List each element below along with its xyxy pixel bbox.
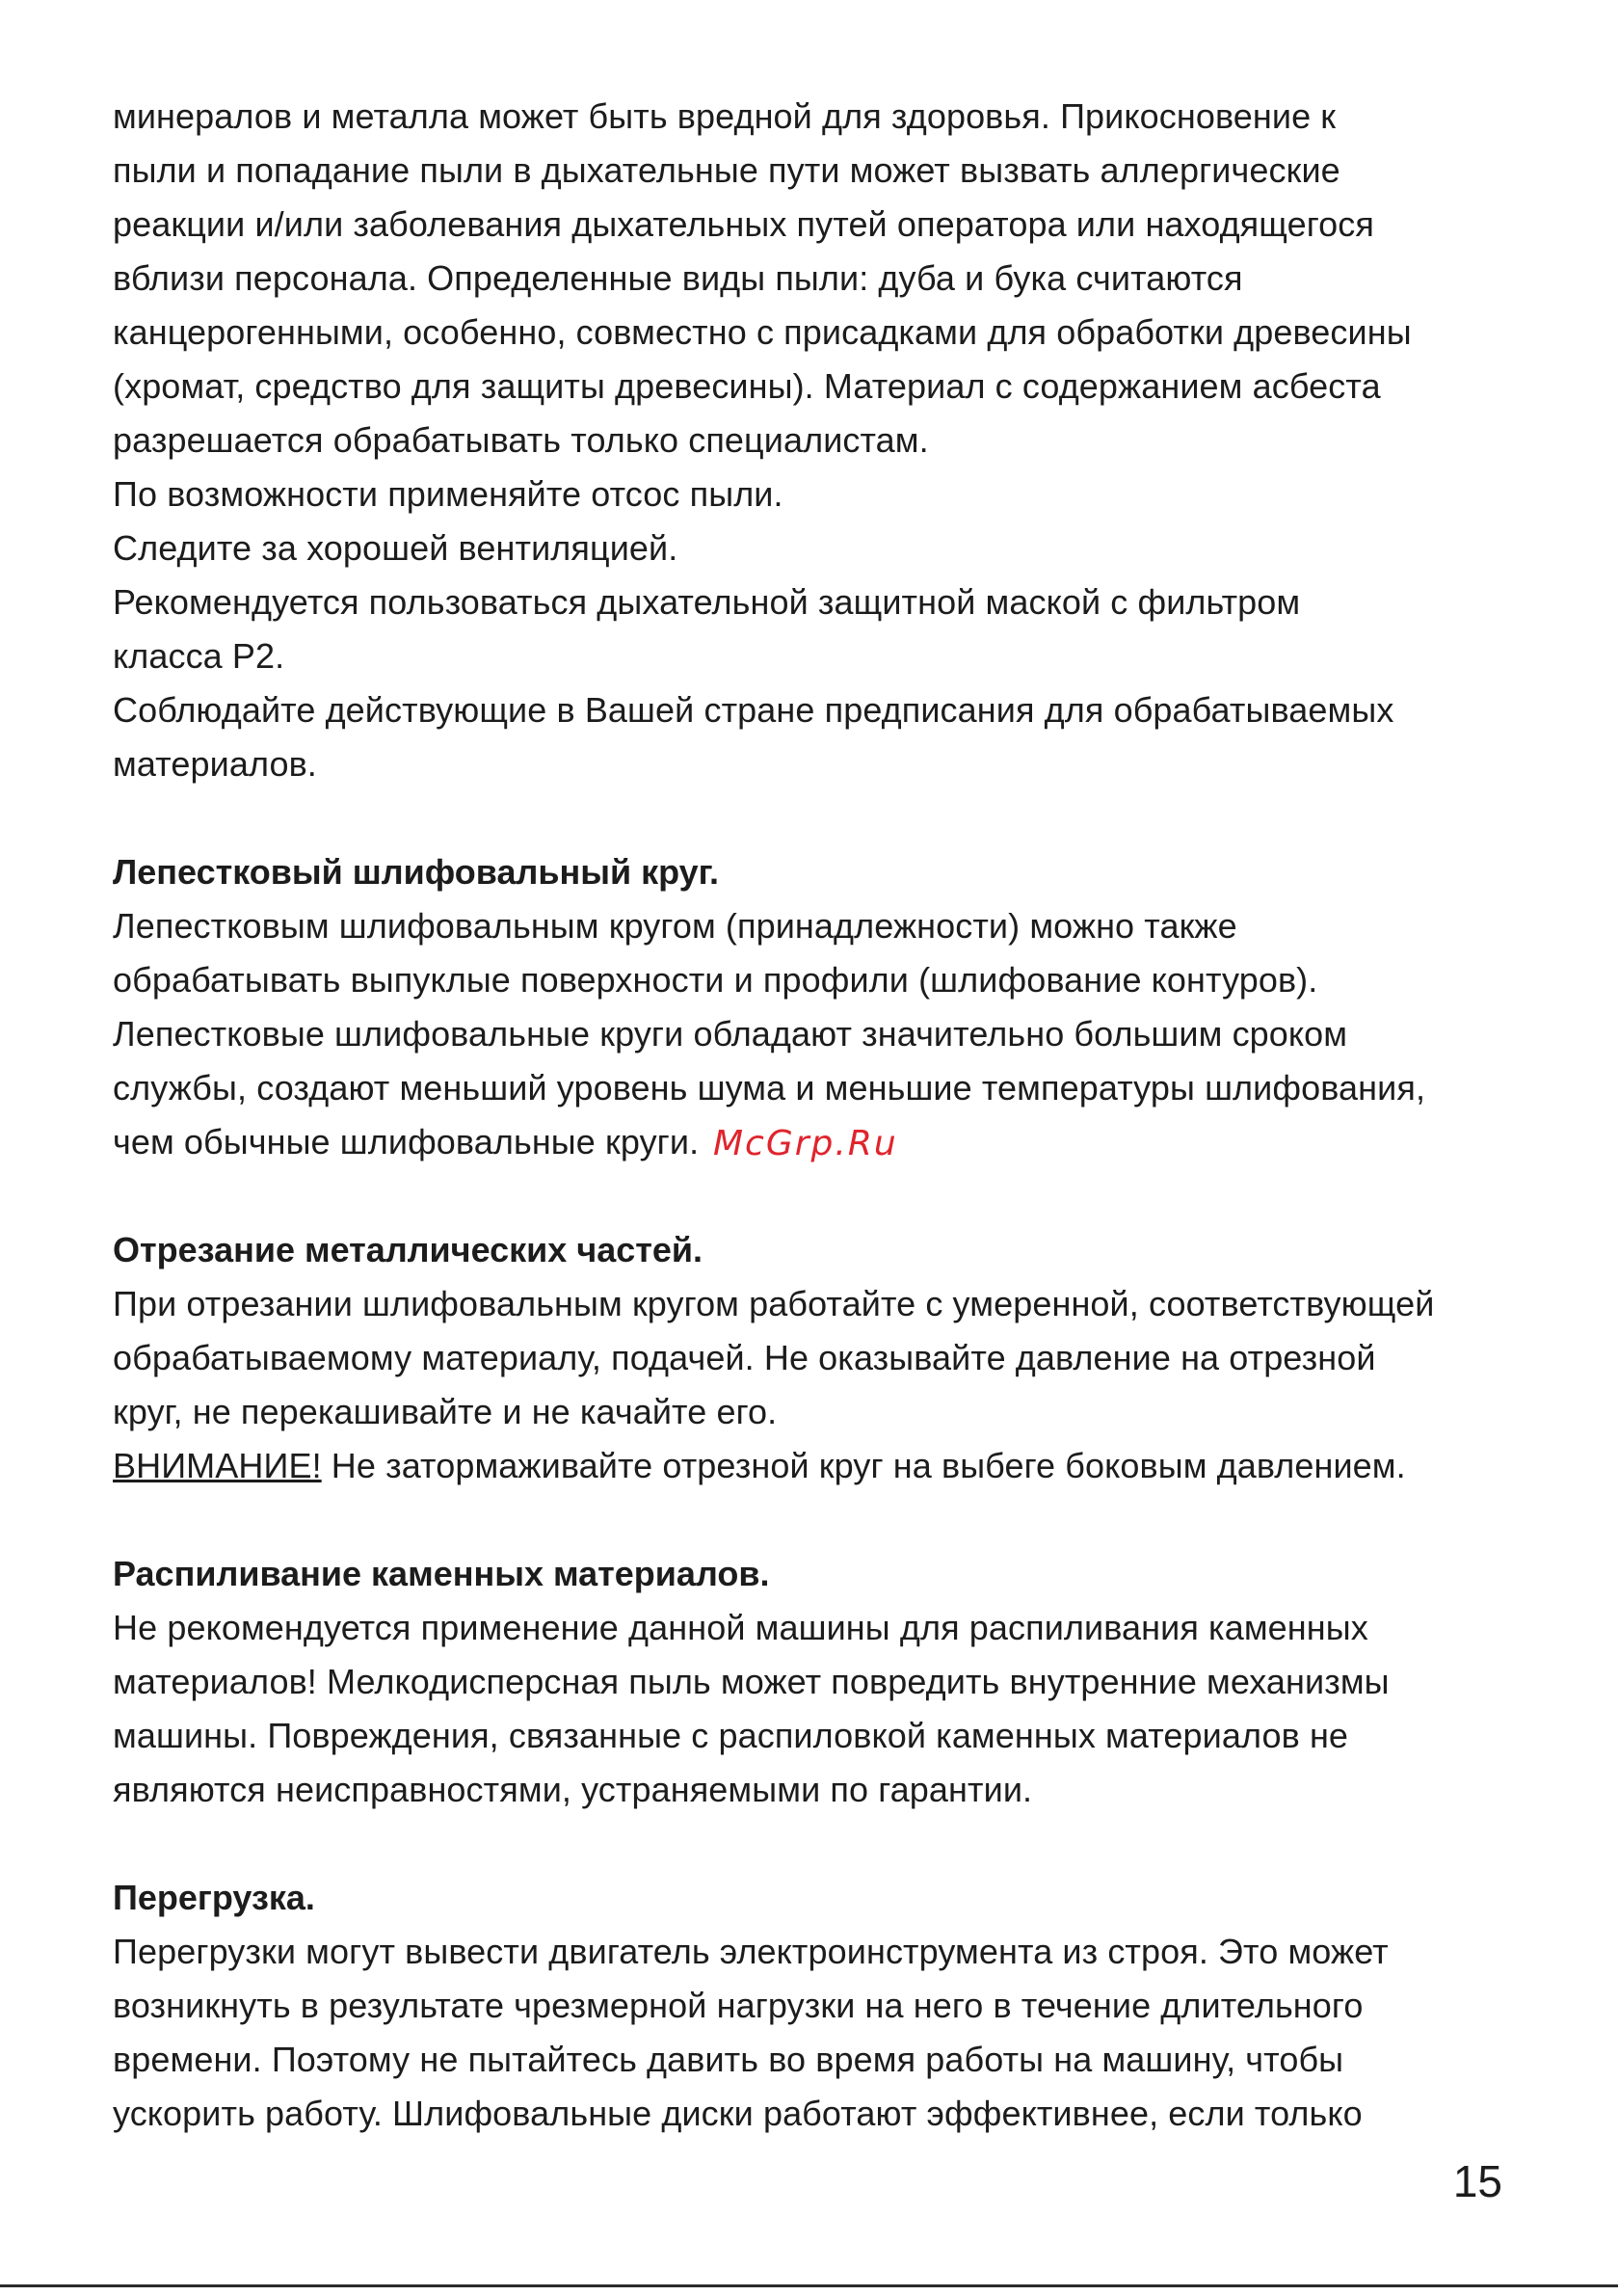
stone-cutting-section [113, 1547, 1510, 1817]
warning-label: ВНИМАНИЕ! [113, 1446, 322, 1485]
section-gap [113, 1817, 1510, 1871]
text-line: пыли и попадание пыли в дыхательные пути может вызвать аллергические [113, 150, 1340, 190]
text-line: Перегрузки могут вывести двигатель электроинструмента из строя. Это может [113, 1932, 1389, 1971]
metal-cutting-section [113, 1223, 1510, 1493]
text-line: Не рекомендуется применение данной машины для распиливания каменных [113, 1608, 1368, 1647]
section-heading: Перегрузка. [113, 1878, 315, 1917]
text-line: чем обычные шлифовальные круги. [113, 1122, 700, 1161]
text-line: Рекомендуется пользоваться дыхательной защитной маской с фильтром [113, 582, 1301, 622]
section-gap [113, 791, 1510, 845]
text-line: обрабатываемому материалу, подачей. Не оказывайте давление на отрезной [113, 1338, 1376, 1377]
text-line: являются неисправностями, устраняемыми по гарантии. [113, 1770, 1033, 1809]
text-line: вблизи персонала. Определенные виды пыли: дуба и бука считаются [113, 258, 1243, 298]
text-line: Лепестковые шлифовальные круги обладают значительно большим сроком [113, 1014, 1348, 1054]
watermark: McGrp.Ru [713, 1124, 898, 1163]
section-heading: Лепестковый шлифовальный круг. [113, 852, 720, 892]
text-line: При отрезании шлифовальным кругом работайте с умеренной, соответствующей [113, 1284, 1435, 1323]
text-line: Соблюдайте действующие в Вашей стране предписания для обрабатываемых [113, 690, 1394, 730]
text-line: Следите за хорошей вентиляцией. [113, 528, 678, 568]
section-gap [113, 1169, 1510, 1223]
intro-section [113, 90, 1510, 791]
text-line: времени. Поэтому не пытайтесь давить во время работы на машину, чтобы [113, 2040, 1344, 2079]
section-gap [113, 1493, 1510, 1547]
section-heading: Отрезание металлических частей. [113, 1230, 703, 1269]
section-heading: Распиливание каменных материалов. [113, 1554, 770, 1593]
bottom-divider [0, 2284, 1618, 2287]
overload-section [113, 1871, 1510, 2141]
text-line: разрешается обрабатывать только специалистам. [113, 420, 929, 460]
warning-line [113, 1439, 1510, 1493]
text-line: материалов! Мелкодисперсная пыль может повредить внутренние механизмы [113, 1662, 1390, 1701]
text-line: материалов. [113, 744, 317, 784]
text-line: реакции и/или заболевания дыхательных путей оператора или находящегося [113, 204, 1374, 244]
text-line: (хромат, средство для защиты древесины). Материал с содержанием асбеста [113, 366, 1381, 406]
flap-disc-section [113, 845, 1510, 1169]
page-number: 15 [1452, 2156, 1502, 2206]
text-line: возникнуть в результате чрезмерной нагрузки на него в течение длительного [113, 1986, 1364, 2025]
text-line: минералов и металла может быть вредной для здоровья. Прикосновение к [113, 96, 1337, 136]
text-line: По возможности применяйте отсос пыли. [113, 474, 783, 514]
text-line: ускорить работу. Шлифовальные диски работают эффективнее, если только [113, 2094, 1363, 2133]
text-line: круг, не перекашивайте и не качайте его. [113, 1392, 778, 1431]
warning-text: Не затормаживайте отрезной круг на выбеге боковым давлением. [321, 1446, 1406, 1485]
text-line: обрабатывать выпуклые поверхности и профили (шлифование контуров). [113, 960, 1318, 1000]
text-line: Лепестковым шлифовальным кругом (принадлежности) можно также [113, 906, 1237, 946]
text-line: класса Р2. [113, 636, 285, 676]
text-line: канцерогенными, особенно, совместно с присадками для обработки древесины [113, 312, 1412, 352]
document-page [113, 90, 1510, 2141]
text-line: службы, создают меньший уровень шума и меньшие температуры шлифования, [113, 1068, 1426, 1108]
text-line: машины. Повреждения, связанные с распиловкой каменных материалов не [113, 1716, 1349, 1755]
